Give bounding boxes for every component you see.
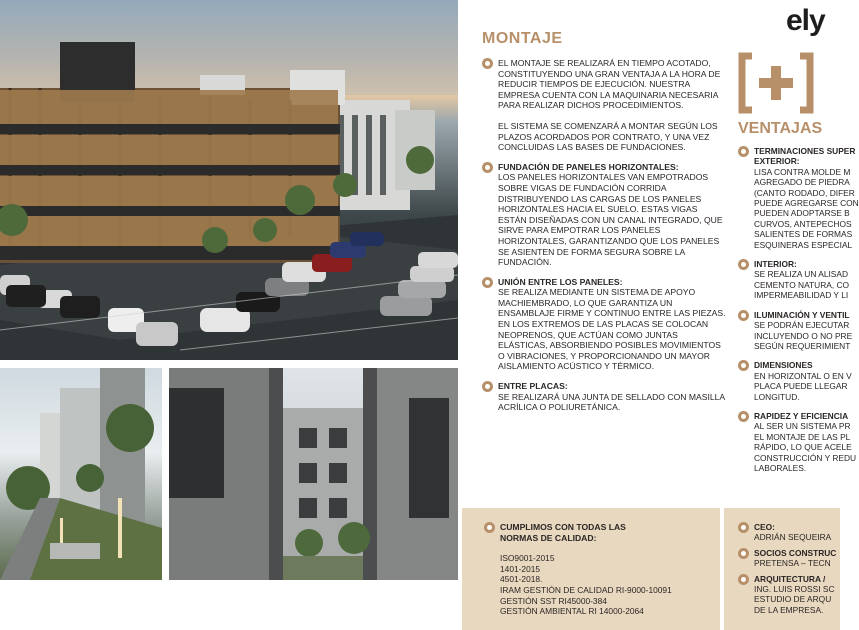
montaje-intro-p1: EL MONTAJE SE REALIZARÁ EN TIEMPO ACOTADO, CONSTITUYENDO UNA GRAN VENTAJA A LA HORA DE REDUCIR TIEMPOS DE EJECUCIÓN. NUESTRA EMPRESA CUENTA CON LA MAQUINARIA NECESARIA PARA REALIZAR DICHOS PROCEDIMIENTOS. — [498, 58, 721, 111]
ventaja-line: IMPERMEABILIDAD Y LI — [754, 290, 849, 301]
ventaja-line: LABORALES. — [754, 462, 807, 473]
norm-item: GESTIÓN SST RI45000-384 — [500, 595, 607, 606]
ventaja-line: PUEDE AGREGARSE CON — [754, 198, 859, 209]
ventaja-line: SE PODRÁN EJECUTAR — [754, 320, 850, 331]
ventaja-line: ESQUINERAS ESPECIAL — [754, 239, 853, 250]
brand-logo: ely — [786, 4, 825, 37]
bullet-icon — [484, 522, 495, 533]
ventajas-section — [738, 52, 859, 482]
credit-line: ESTUDIO DE ARQU — [754, 594, 832, 605]
ventaja-line: RÁPIDO, LO QUE ACELE — [754, 442, 852, 453]
ventaja-line: (CANTO RODADO, DIFER — [754, 187, 855, 198]
credit-line: PRETENSA – TECN — [754, 558, 831, 569]
ventaja-line: INCLUYENDO O NO PRE — [754, 330, 853, 341]
bullet-icon — [738, 310, 749, 321]
credit-heading: SOCIOS CONSTRUC — [754, 547, 837, 558]
ventaja-line: SE REALIZA UN ALISAD — [754, 269, 849, 280]
bullet-icon — [738, 548, 749, 559]
ventajas-title: VENTAJAS — [738, 120, 823, 137]
ventaja-line: CURVOS, ANTEPECHOS — [754, 218, 852, 229]
norm-item: GESTIÓN AMBIENTAL RI 14000-2064 — [500, 606, 644, 617]
credit-item — [738, 522, 840, 543]
union-heading: UNIÓN ENTRE LOS PANELES: — [498, 276, 623, 287]
placas-text: SE REALIZARÁ UNA JUNTA DE SELLADO CON MASILLA ACRÍLICA O POLIURETÁNICA. — [498, 391, 725, 413]
hero-building-render — [0, 0, 458, 360]
credit-line: ADRIÁN SEQUEIRA — [754, 532, 832, 543]
ventaja-heading: DIMENSIONES — [754, 360, 813, 371]
placas-heading: ENTRE PLACAS: — [498, 381, 568, 392]
ventaja-heading: INTERIOR: — [754, 259, 797, 270]
ventaja-item — [738, 146, 859, 250]
union-item — [482, 277, 727, 372]
ventaja-line: AL SER UN SISTEMA PR — [754, 421, 851, 432]
ventaja-heading: ILUMINACIÓN Y VENTIL — [754, 309, 850, 320]
credit-heading: ARQUITECTURA / — [754, 573, 826, 584]
montaje-intro-p2: EL SISTEMA SE COMENZARÁ A MONTAR SEGÚN LOS PLAZOS ACORDADOS POR CONTRATO, Y UNA VEZ CONCLUIDAS LAS BASES DE FUNDACIONES. — [498, 120, 718, 153]
fundacion-item — [482, 162, 727, 268]
courtyard-render — [169, 368, 458, 580]
ventaja-line: CEMENTO NATURA, CO — [754, 279, 850, 290]
norms-heading-1: CUMPLIMOS CON TODAS LAS — [500, 522, 626, 532]
blank-strip — [0, 582, 458, 630]
credit-item — [738, 574, 840, 616]
hero-render-illustration — [0, 0, 458, 360]
ventaja-line: EN HORIZONTAL O EN V — [754, 370, 852, 381]
norm-item: IRAM GESTIÓN DE CALIDAD RI-9000-10091 — [500, 584, 672, 595]
bullet-icon — [738, 259, 749, 270]
ventaja-heading-2: EXTERIOR: — [754, 156, 800, 167]
ventaja-item — [738, 360, 852, 402]
bullet-icon — [482, 277, 493, 288]
walkway-illustration — [0, 368, 162, 580]
ventaja-line: AGREGADO DE PIEDRA — [754, 177, 850, 188]
union-text: SE REALIZA MEDIANTE UN SISTEMA DE APOYO MACHIEMBRADO, LO QUE GARANTIZA UN ENSAMBLAJE FIRME Y CONTINUO ENTRE LAS PIEZAS. EN LOS EXTREMOS DE LAS PLACAS SE COLOCAN NEOPRENOS, QUE ACTÚAN COMO JUNTAS ELÁSTICAS, ABSORBIENDO POSIBLES MOVIMIENTOS O VIBRACIONES, Y PROPORCIONANDO UN MAYOR AISLAMIENTO ACÚSTICO Y TÉRMICO. — [498, 287, 726, 372]
ventaja-line: PUEDEN ADOPTARSE B — [754, 208, 850, 219]
ventaja-heading: TERMINACIONES SUPER — [754, 146, 856, 156]
ventaja-line: LISA CONTRA MOLDE M — [754, 166, 851, 177]
norms-heading-item — [484, 522, 720, 543]
credit-line: DE LA EMPRESA. — [754, 604, 824, 615]
ventaja-item — [738, 309, 853, 352]
ventaja-item — [738, 410, 857, 473]
bullet-icon — [738, 522, 749, 533]
ventaja-line: SALIENTES DE FORMAS — [754, 229, 853, 240]
ventaja-line: PLACA PUEDE LLEGAR — [754, 381, 848, 392]
ventaja-item — [738, 259, 848, 301]
bullet-icon — [482, 381, 493, 392]
bullet-icon — [738, 146, 749, 157]
ventaja-line: CONSTRUCCIÓN Y REDU — [754, 452, 857, 463]
norms-list — [484, 553, 720, 617]
credit-item — [738, 548, 840, 569]
courtyard-illustration — [169, 368, 458, 580]
placas-item — [482, 381, 727, 413]
ventaja-line: SEGÚN REQUERIMIENT — [754, 340, 851, 351]
bullet-icon — [738, 574, 749, 585]
fundacion-heading: FUNDACIÓN DE PANELES HORIZONTALES: — [498, 161, 679, 172]
credit-line: ING. LUIS ROSSI SC — [754, 584, 835, 595]
norm-item: ISO9001-2015 — [500, 553, 555, 564]
montaje-section — [482, 30, 727, 422]
fundacion-text: LOS PANELES HORIZONTALES VAN EMPOTRADOS SOBRE VIGAS DE FUNDACIÓN CORRIDA DISTRIBUYENDO LAS CARGAS DE LOS PANELES HORIZONTALES HACIA EL SUELO. ESTAS VIGAS ESTÁN DISEÑADAS CON UN CANAL INTEGRADO, QUE SIRVE PARA EMPOTRAR LOS PANELES HORIZONTALES, GARANTIZANDO QUE LOS PANELES SE ASIENTEN DE FORMA SEGURA SOBRE LA FUNDACIÓN. — [498, 172, 723, 268]
quality-norms-box — [462, 508, 720, 630]
credits-box — [724, 508, 840, 630]
norm-item: 4501-2018. — [500, 574, 543, 585]
montaje-title: MONTAJE — [482, 30, 563, 47]
bullet-icon — [482, 162, 493, 173]
plus-bracket-icon — [738, 52, 814, 114]
norm-item: 1401-2015 — [500, 563, 541, 574]
credit-heading: CEO: — [754, 522, 775, 532]
walkway-render — [0, 368, 162, 580]
ventaja-line: LONGITUD. — [754, 391, 800, 402]
montaje-intro — [482, 58, 727, 153]
bullet-icon — [738, 411, 749, 422]
bullet-icon — [482, 58, 493, 69]
ventaja-line: EL MONTAJE DE LAS PL — [754, 431, 851, 442]
bullet-icon — [738, 360, 749, 371]
ventaja-heading: RAPIDEZ Y EFICIENCIA — [754, 410, 849, 421]
norms-heading-2: NORMAS DE CALIDAD: — [500, 532, 597, 543]
